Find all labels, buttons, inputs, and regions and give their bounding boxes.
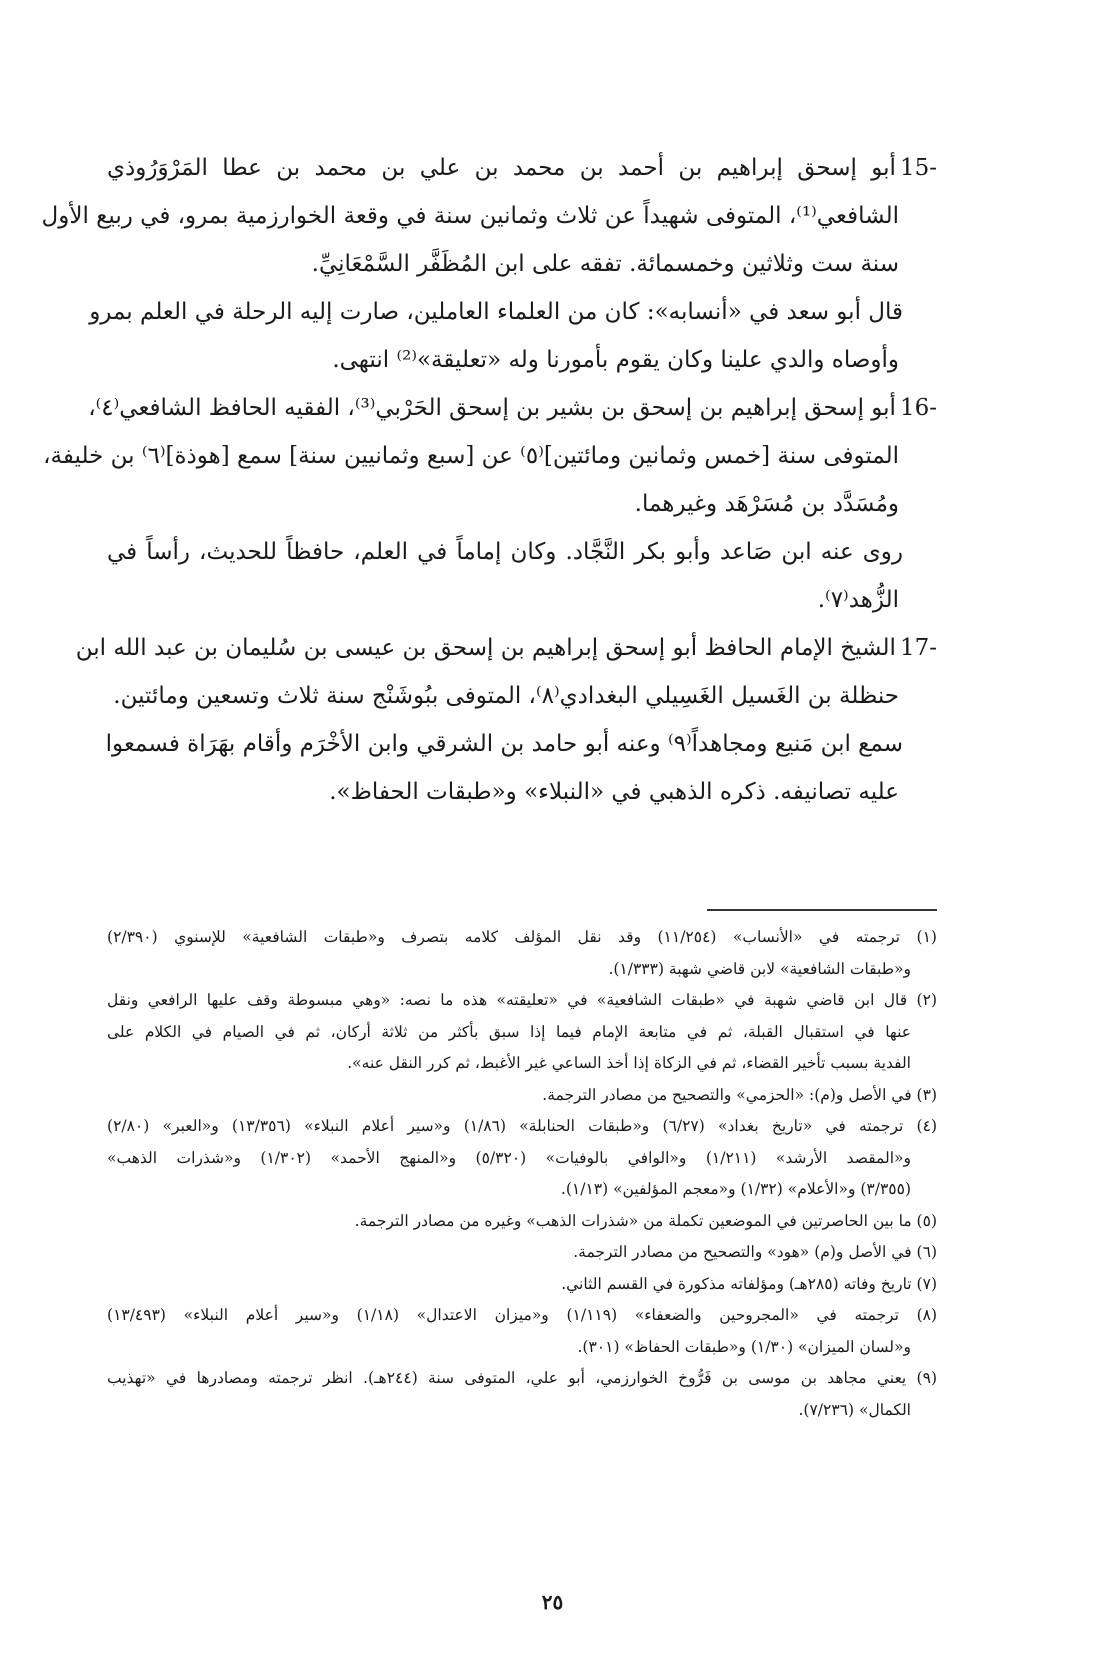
- footnote-8: [107, 1300, 937, 1363]
- footnote-3: [107, 1080, 937, 1112]
- footnote-7: [107, 1269, 937, 1301]
- footnote-9: [107, 1363, 937, 1426]
- footnote-line: (٥) ما بين الحاصرتين في الموضعين تكملة من «شذرات الذهب» وغيره من مصادر الترجمة.: [354, 1211, 937, 1230]
- footnote-line: عنها في استقبال القبلة، ثم في متابعة الإمام فيما إذا سبق بأكثر من ثلاثة أركان، ثم في الصيام في الكلام على: [107, 1022, 911, 1041]
- entry-line: الشافعي⁽¹⁾، المتوفى شهيداً عن ثلاث وثمانين سنة في وقعة الخوارزمية بمرو، في ربيع الأول: [41, 203, 899, 229]
- footnote-1: [107, 922, 937, 985]
- footnote-line: (٨) ترجمته في «المجروحين والضعفاء» (١/١١٩) و«ميزان الاعتدال» (١/١٨) و«سير أعلام النبلاء» (١٣/٤٩٣): [107, 1306, 938, 1324]
- footnote-5: [107, 1206, 937, 1238]
- footnote-6: [107, 1237, 937, 1269]
- entry-line: 17-الشيخ الإمام الحافظ أبو إسحق إبراهيم بن إسحق بن عيسى بن سُليمان بن عبد الله ابن: [107, 624, 937, 672]
- entry-line: الزُّهد⁽٧⁾.: [817, 587, 899, 613]
- entry-number: 15-: [899, 155, 937, 181]
- entry-17: [75, 624, 937, 816]
- footnote-line: (٦) في الأصل و(م) «هود» والتصحيح من مصادر الترجمة.: [573, 1243, 937, 1261]
- footnote-line: (٣/٣٥٥) و«الأعلام» (١/٣٢) و«معجم المؤلفين» (١/١٣).: [560, 1180, 911, 1198]
- footnote-line: (٩) يعني مجاهد بن موسى بن فَرُّوخ الخوارزمي، أبو علي، المتوفى سنة (٢٤٤هـ). انظر ترجمته ومصادرها في «تهذيب: [107, 1369, 937, 1387]
- footnote-divider: [707, 909, 937, 911]
- entry-line: روى عنه ابن صَاعد وأبو بكر النَّجَّاد. وكان إماماً في العلم، حافظاً للحديث، رأساً في: [107, 539, 903, 565]
- entry-line: سنة ست وثلاثين وخمسمائة. تفقه على ابن المُظَفَّر السَّمْعَانِيِّ.: [311, 251, 899, 277]
- footnote-line: و«طبقات الشافعية» لابن قاضي شهبة (١/٣٣٣).: [608, 959, 911, 978]
- entry-line: المتوفى سنة [خمس وثمانين ومائتين]⁽٥⁾ عن [سبع وثمانيين سنة] سمع [هوذة]⁽٦⁾ بن خليفة،: [43, 443, 899, 469]
- footnote-line: (٤) ترجمته في «تاريخ بغداد» (٦/٢٧) و«طبقات الحنابلة» (١/٨٦) و«سير أعلام النبلاء» (١٣/٣٥٦) و«العبر» (٢/٨٠): [107, 1117, 937, 1135]
- footnote-line: و«لسان الميزان» (١/٣٠) و«طبقات الحفاظ» (٣٠١).: [577, 1337, 911, 1356]
- entry-15: [41, 144, 937, 384]
- entry-line: قال أبو سعد في «أنسابه»: كان من العلماء العاملين، صارت إليه الرحلة في العلم بمرو: [89, 299, 903, 325]
- entry-number: 16-: [899, 395, 937, 421]
- footnote-line: (٢) قال ابن قاضي شهبة في «طبقات الشافعية» في «تعليقته» هذه ما نصه: «وهي مبسوطة وقف عليها الرافعي ونقل: [107, 991, 937, 1009]
- entry-line: حنظلة بن الغَسيل الغَسِيلي البغدادي⁽٨⁾، المتوفى ببُوشَنْج سنة ثلاث وتسعين ومائتين.: [113, 683, 899, 709]
- footnote-2: [107, 985, 937, 1080]
- footnotes: [107, 922, 937, 1426]
- entry-16: [43, 384, 937, 624]
- entry-number: 17-: [899, 635, 937, 661]
- footnote-line: و«المقصد الأرشد» (١/٢١١) و«الوافي بالوفيات» (٥/٣٢٠) و«المنهج الأحمد» (١/٣٠٢) و«شذرات الذهب»: [107, 1148, 912, 1167]
- entry-line: وأوصاه والدي علينا وكان يقوم بأمورنا وله «تعليقة»⁽²⁾ انتهى.: [332, 347, 899, 373]
- footnote-line: (٣) في الأصل و(م): «الحزمي» والتصحيح من مصادر الترجمة.: [542, 1085, 937, 1104]
- page-number: ٢٥: [541, 1590, 564, 1614]
- main-text: [41, 144, 937, 816]
- entry-line: ومُسَدَّد بن مُسَرْهَد وغيرهما.: [634, 491, 899, 517]
- footnote-4: [107, 1111, 937, 1206]
- entry-line: عليه تصانيفه. ذكره الذهبي في «النبلاء» و«طبقات الحفاظ».: [329, 779, 899, 805]
- footnote-line: الكمال» (٧/٢٣٦).: [798, 1400, 911, 1419]
- entry-line: 16-أبو إسحق إبراهيم بن إسحق بن بشير بن إسحق الحَرْبي⁽³⁾، الفقيه الحافظ الشافعي⁽٤⁾،: [107, 384, 937, 432]
- footnote-line: الفدية بسبب تأخير القضاء، ثم في الزكاة إذا أخذ الساعي غير الأغبط، ثم كرر النقل عنه».: [347, 1054, 911, 1072]
- footnote-line: (١) ترجمته في «الأنساب» (١١/٢٥٤) وقد نقل المؤلف كلامه بتصرف و«طبقات الشافعية» للإسنوي (٢/٣٩٠): [107, 928, 937, 946]
- footnote-line: (٧) تاريخ وفاته (٢٨٥هـ) ومؤلفاته مذكورة في القسم الثاني.: [561, 1274, 937, 1293]
- entry-line: 15-أبو إسحق إبراهيم بن أحمد بن محمد بن علي بن محمد بن عطا المَرْوَرُوذي: [107, 144, 937, 192]
- entry-line: سمع ابن مَنيع ومجاهداً⁽٩⁾ وعنه أبو حامد بن الشرقي وابن الأخْرَم وأقام بهَرَاة فسمعوا: [105, 731, 903, 757]
